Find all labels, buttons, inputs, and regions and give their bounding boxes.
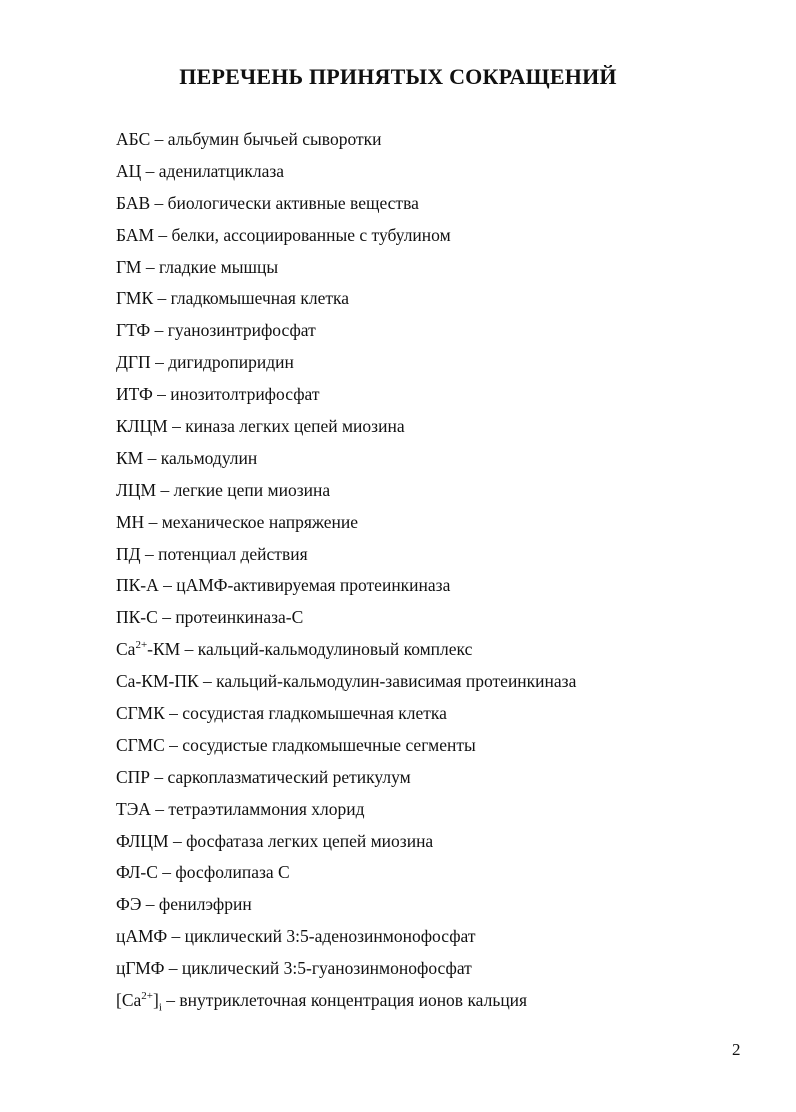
abbreviation-meaning: гладкомышечная клетка [170,288,350,309]
list-item: цАМФ – циклический 3:5-аденозинмонофосфат [116,926,476,947]
list-item: цГМФ – циклический 3:5-гуанозинмонофосфат [116,958,472,979]
abbreviation: СПР [116,766,151,787]
list-item: СГМК – сосудистая гладкомышечная клетка [116,703,447,724]
abbreviation-meaning: сосудистая гладкомышечная клетка [182,703,447,724]
abbreviation-meaning: цАМФ-активируемая протеинкиназа [176,575,451,596]
list-item: $Ca^{2+}-КМ$ – кальций-кальмодулиновый комплекс [116,639,473,660]
list-item: ФЛ-С – фосфолипаза С [116,862,290,883]
abbreviation: ПК-С [116,607,158,628]
abbreviation: ПД [116,543,141,564]
abbreviation: СГМК [116,703,165,724]
abbreviation-meaning: механическое напряжение [161,511,359,532]
list-item: ПД – потенциал действия [116,543,308,564]
abbreviation: цАМФ [116,926,168,947]
abbreviation-meaning: саркоплазматический ретикулум [167,766,411,787]
abbreviation-meaning: фосфолипаза С [175,862,290,883]
abbreviation-meaning: фосфатаза легких цепей миозина [186,830,434,851]
abbreviation-meaning: киназа легких цепей миозина [185,416,405,437]
abbreviation-meaning: кальмодулин [160,447,258,468]
list-item: АЦ – аденилатциклаза [116,160,285,181]
list-item: ФЛЦМ – фосфатаза легких цепей миозина [116,830,434,851]
abbreviation: ТЭА [116,798,151,819]
abbreviation: БАВ [116,192,151,213]
list-item: БАМ – белки, ассоциированные с тубулином [116,224,451,245]
abbreviation: ЛЦМ [116,479,157,500]
list-item: АБС – альбумин бычьей сыворотки [116,129,382,149]
page-title: ПЕРЕЧЕНЬ ПРИНЯТЫХ СОКРАЩЕНИЙ [179,64,617,89]
list-item: МН – механическое напряжение [116,511,359,532]
abbreviation-meaning: альбумин бычьей сыворотки [167,129,382,149]
list-item: КЛЦМ – киназа легких цепей миозина [116,416,405,437]
list-item: ТЭА – тетраэтиламмония хлорид [116,798,365,819]
list-item: $[Ca^{2+}]_i$ – внутриклеточная концентрация ионов кальция [116,990,528,1014]
list-item: ИТФ – инозитолтрифосфат [116,384,320,405]
abbreviation: ФЛЦМ [116,830,169,851]
abbreviation-meaning: фенилэфрин [158,894,252,915]
abbreviation: ФЛ-С [116,862,158,883]
list-item: ЛЦМ – легкие цепи миозина [116,479,331,500]
abbreviation: цГМФ [116,958,165,979]
list-item: КМ – кальмодулин [116,447,258,468]
abbreviation: БАМ [116,224,155,245]
abbreviation: ГТФ [116,320,151,341]
abbreviation-meaning: дигидропиридин [168,352,294,373]
abbreviation-meaning: тетраэтиламмония хлорид [168,798,365,819]
abbreviation-list [116,124,756,1017]
abbreviation: ДГП [116,352,151,373]
list-item: ДГП – дигидропиридин [116,352,294,373]
abbreviation: МН [116,511,145,532]
abbreviation-meaning: легкие цепи миозина [173,479,331,500]
abbreviation: КЛЦМ [116,416,168,437]
abbreviation-meaning: внутриклеточная концентрация ионов кальция [179,990,528,1011]
abbreviation-meaning: циклический 3:5-аденозинмонофосфат [184,926,476,947]
list-item: ПК-С – протеинкиназа-С [116,607,304,628]
list-item: СГМС – сосудистые гладкомышечные сегменты [116,734,476,755]
abbreviation-meaning: сосудистые гладкомышечные сегменты [182,734,476,755]
list-item: ГТФ – гуанозинтрифосфат [116,320,316,341]
abbreviation: ИТФ [116,384,153,405]
abbreviation: $Ca^{2+}-КМ$ [116,639,181,660]
list-item: Са-КМ-ПК – кальций-кальмодулин-зависимая протеинкиназа [116,671,577,692]
abbreviation: ПК-А [116,575,159,596]
abbreviation-meaning: кальций-кальмодулин-зависимая протеинкиназа [216,671,577,692]
list-item: БАВ – биологически активные вещества [116,192,419,213]
abbreviation: СГМС [116,734,165,755]
abbreviation-meaning: кальций-кальмодулиновый комплекс [197,639,473,660]
abbreviation: АБС [116,129,151,149]
list-item: ГМК – гладкомышечная клетка [116,288,350,309]
list-item: ФЭ – фенилэфрин [116,894,252,915]
abbreviation-meaning: аденилатциклаза [158,160,285,181]
page-number: 2 [732,1040,741,1059]
abbreviation: КМ [116,447,144,468]
abbreviation: ГМК [116,288,154,309]
abbreviation-meaning: протеинкиназа-С [175,607,304,628]
abbreviation-meaning: биологически активные вещества [167,192,419,213]
list-item: ПК-А – цАМФ-активируемая протеинкиназа [116,575,451,596]
abbreviation-meaning: инозитолтрифосфат [170,384,320,405]
list-item: ГМ – гладкие мышцы [116,256,279,277]
list-item: СПР – саркоплазматический ретикулум [116,766,411,787]
abbreviation-meaning: белки, ассоциированные с тубулином [171,224,451,245]
abbreviation-meaning: гладкие мышцы [158,256,279,277]
abbreviation-meaning: потенциал действия [158,543,308,564]
abbreviation: ФЭ [116,894,142,915]
abbreviation: АЦ [116,160,142,181]
abbreviation-meaning: гуанозинтрифосфат [167,320,316,341]
abbreviation-meaning: циклический 3:5-гуанозинмонофосфат [181,958,472,979]
abbreviation: Са-КМ-ПК [116,671,199,692]
abbreviation: $[Ca^{2+}]_i$ [116,990,162,1014]
abbreviation: ГМ [116,256,142,277]
